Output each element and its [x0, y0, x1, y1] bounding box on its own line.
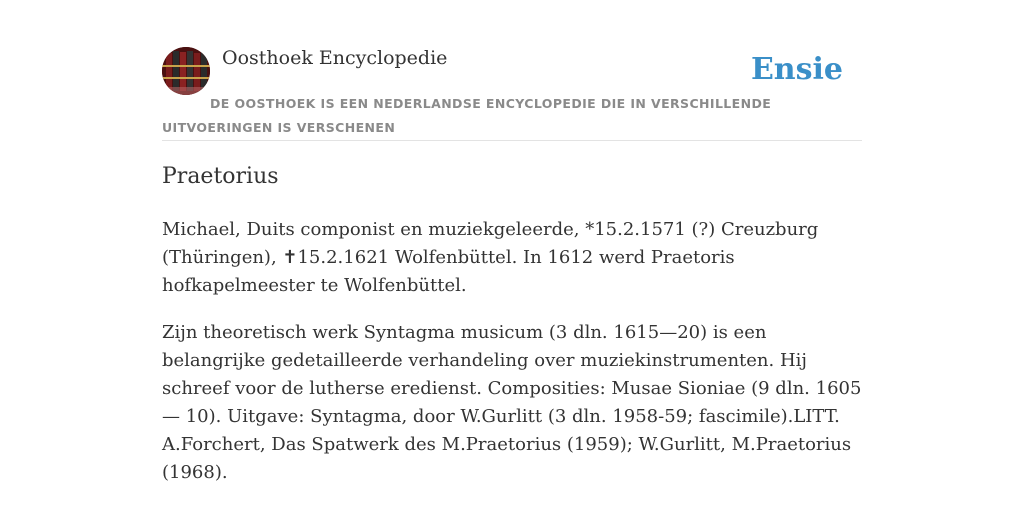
- site-title[interactable]: Oosthoek Encyclopedie: [222, 47, 448, 69]
- brand-logo[interactable]: Ensie: [750, 52, 843, 87]
- site-header: [162, 0, 862, 141]
- article-body: [162, 216, 862, 506]
- book-spines-icon: [162, 47, 210, 95]
- article-paragraph: Zijn theoretisch werk Syntagma musicum (3 dln. 1615—20) is een belangrijke gedetailleerde verhandeling over muziekinstrumenten. Hij schreef voor de lutherse eredienst. Composities: Musae Sioniae (9 dln. 1605— 10). Uitgave: Syntagma, door W.Gurlitt (3 dln. 1958-59; fascimile).LITT. A.Forchert, Das Spatwerk des M.Praetorius (1959); W.Gurlitt, M.Praetorius (1968).: [162, 322, 862, 483]
- site-avatar[interactable]: [162, 47, 210, 95]
- page-container: [162, 0, 862, 483]
- site-tagline: DE OOSTHOEK IS EEN NEDERLANDSE ENCYCLOPEDIE DIE IN VERSCHILLENDE UITVOERINGEN IS VERSCHENEN: [162, 96, 772, 135]
- article-title: Praetorius: [162, 164, 279, 189]
- article-paragraph: Michael, Duits componist en muziekgeleerde, *15.2.1571 (?) Creuzburg (Thüringen), ✝15.2.1621 Wolfenbüttel. In 1612 werd Praetoris hofkapelmeester te Wolfenbüttel.: [162, 219, 819, 296]
